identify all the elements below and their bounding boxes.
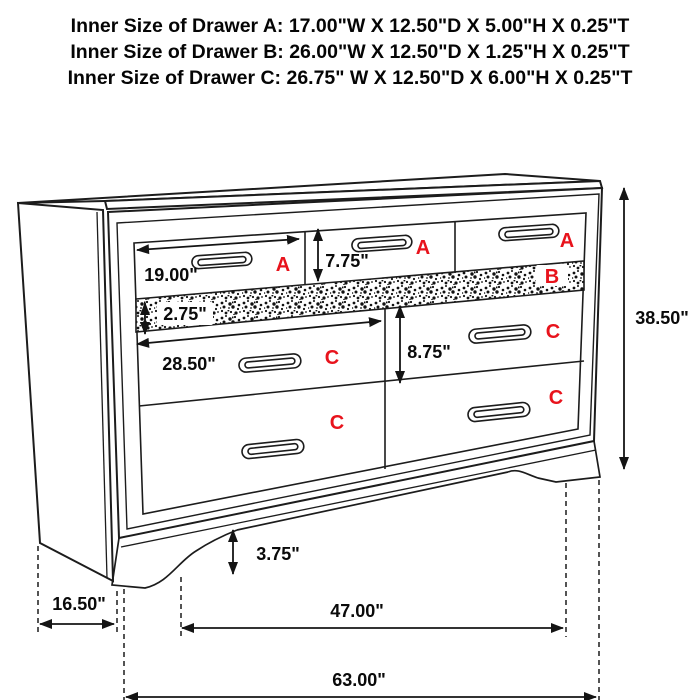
left-bracket-foot <box>112 530 237 588</box>
header-line-drawer-a: Inner Size of Drawer A: 17.00"W X 12.50"D X 5.00"H X 0.25"T <box>70 15 630 37</box>
dim-label-drawer-c-width: 28.50" <box>162 354 216 374</box>
dim-label-overall-width: 63.00" <box>332 670 386 690</box>
drawer-c-right-bottom-label: C <box>548 387 564 409</box>
drawer-a1-label: A <box>275 254 291 276</box>
dim-label-overall-height: 38.50" <box>635 308 689 328</box>
dim-label-drawer-c-height: 8.75" <box>407 342 451 362</box>
dim-label-depth: 16.50" <box>52 594 106 614</box>
dim-label-strip-b-height: 2.75" <box>163 304 207 324</box>
header-line-drawer-c: Inner Size of Drawer C: 26.75" W X 12.50"D X 6.00"H X 0.25"T <box>67 67 633 89</box>
dim-label-drawer-a-height: 7.75" <box>325 251 369 271</box>
drawer-a2-label: A <box>415 237 431 259</box>
dim-label-drawer-a-width: 19.00" <box>144 265 198 285</box>
drawer-a3-label: A <box>559 230 575 252</box>
drawer-c-left-top-label: C <box>324 347 340 369</box>
dim-label-feet-span: 47.00" <box>330 601 384 621</box>
drawer-c-left-bottom-label: C <box>329 412 345 434</box>
header-line-drawer-b: Inner Size of Drawer B: 26.00"W X 12.50"D X 1.25"H X 0.25"T <box>70 41 630 63</box>
drawer-c-right-top-label: C <box>545 321 561 343</box>
strip-b-label: B <box>544 266 560 288</box>
dim-label-foot-height: 3.75" <box>256 544 300 564</box>
